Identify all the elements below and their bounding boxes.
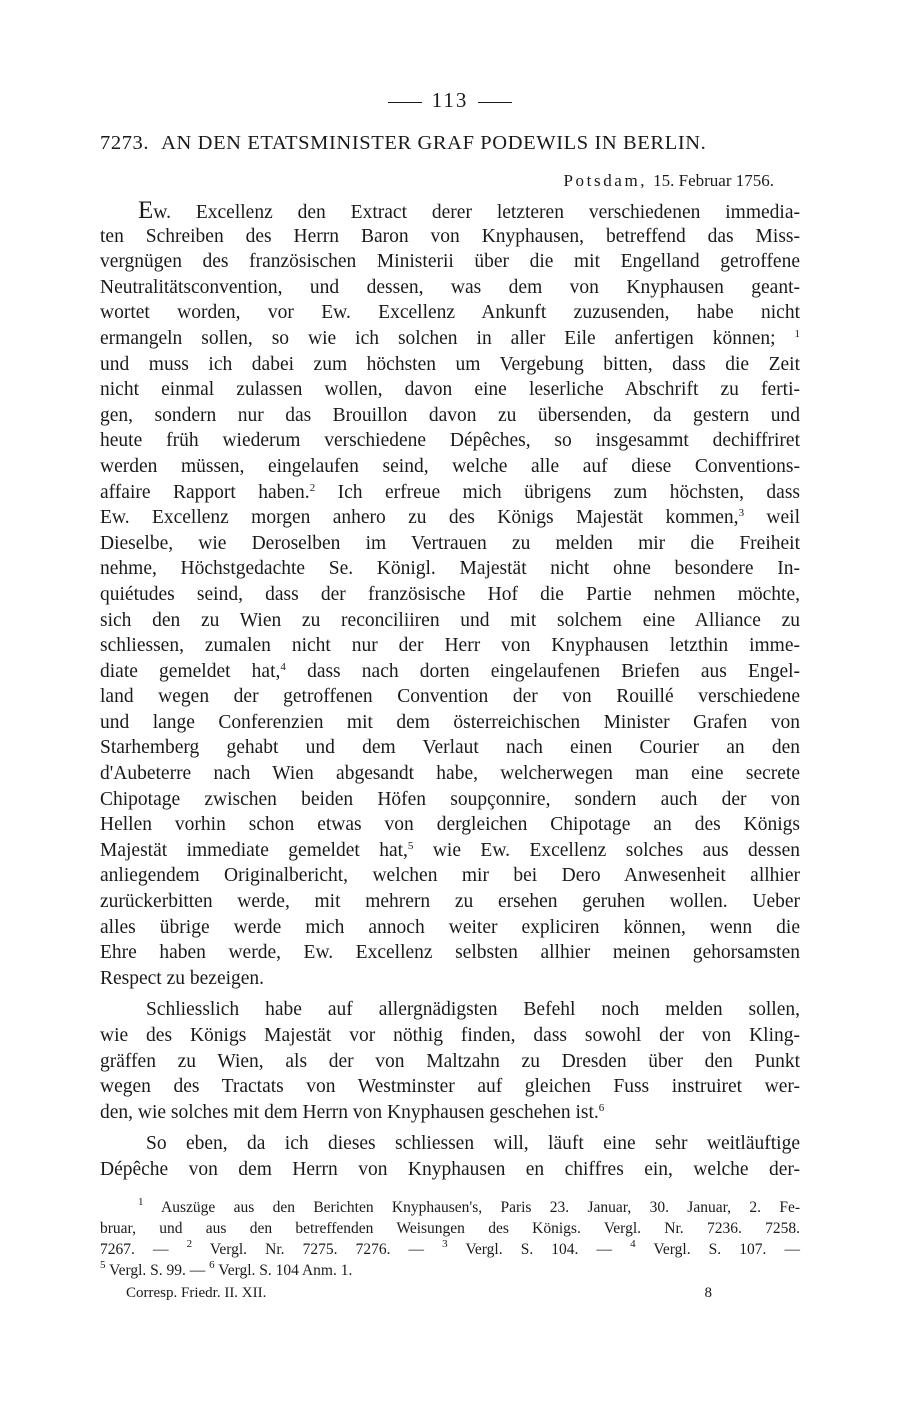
text-line: Dépêche von dem Herrn von Knyphausen en chiffres ein, welche der-: [100, 1158, 800, 1180]
text-line: anliegendem Originalbericht, welchen mir bei Dero Anwesenheit allhier: [100, 865, 800, 887]
text-line: Starhemberg gehabt und dem Verlaut nach einen Courier an den: [100, 737, 800, 759]
text-line: quiétudes seind, dass der französische Hof die Partie nehmen möchte,: [100, 583, 800, 605]
text-line: Chipotage zwischen beiden Höfen soupçonnire, sondern auch der von: [100, 788, 800, 810]
footnote-ref: 6: [598, 1101, 605, 1114]
text-line: wegen des Tractats von Westminster auf gleichen Fuss instruiret wer-: [100, 1076, 800, 1098]
letter-heading: [100, 132, 800, 155]
sheet-number: 8: [704, 1285, 712, 1301]
footnotes: [100, 1197, 800, 1281]
footnote-marker: 5: [100, 1259, 106, 1271]
letter-title: AN DEN ETATSMINISTER GRAF PODEWILS IN BERLIN.: [161, 132, 707, 154]
text-line: und muss ich dabei zum höchsten um Vergebung bitten, dass die Zeit: [100, 353, 800, 375]
dateline-place: Potsdam,: [563, 171, 648, 190]
text-line: nehme, Höchstgedachte Se. Königl. Majestät nicht ohne besondere In-: [100, 558, 800, 580]
text-line: affaire Rapport haben.$^2$ Ich erfreue mich übrigens zum höchsten, dass: [100, 481, 800, 503]
text-line: d'Aubeterre nach Wien abgesandt habe, welcherwegen man eine secrete: [100, 763, 800, 785]
dateline: [564, 171, 775, 191]
text-line: sich den zu Wien zu reconciliiren und mit solchem eine Alliance zu: [100, 609, 800, 631]
footnote-ref: 5: [407, 839, 414, 852]
footnote-line: 7267. — $^2$ Vergl. Nr. 7275. 7276. — $^3$ Vergl. S. 104. — $^4$ Vergl. S. 107. —: [100, 1238, 800, 1258]
text-line: und lange Conferenzien mit dem österreichischen Minister Grafen von: [100, 711, 800, 733]
footnote-marker: 1: [138, 1196, 144, 1208]
footnote-ref: 1: [794, 327, 800, 340]
footnote-line: $^5$ Vergl. S. 99. — $^6$ Vergl. S. 104 Anm. 1.: [100, 1259, 353, 1279]
text-line: werden müssen, eingelaufen seind, welche alle auf diese Conventions-: [100, 455, 800, 477]
text-line: diate gemeldet hat,$^4$ dass nach dorten eingelaufenen Briefen aus Engel-: [100, 660, 801, 682]
text-line: So eben, da ich dieses schliessen will, läuft eine sehr weitläuftige: [146, 1133, 800, 1155]
text-line: Ew. Excellenz den Extract derer letzteren verschiedenen immedia-: [138, 197, 800, 224]
footnote-ref: 3: [738, 507, 745, 520]
source-signature: Corresp. Friedr. II. XII.: [126, 1285, 267, 1301]
signature-line: [126, 1285, 712, 1302]
text-line: Hellen vorhin schon etwas von dergleichen Chipotage an des Königs: [100, 814, 800, 836]
page-number: 113: [431, 88, 469, 112]
text-line: ermangeln sollen, so wie ich solchen in aller Eile anfertigen können; $^1$: [100, 327, 800, 349]
text-line: den, wie solches mit dem Herrn von Knyphausen geschehen ist.$^6$: [100, 1101, 605, 1123]
text-line: zurückerbitten werde, mit mehrern zu ersehen geruhen wollen. Ueber: [100, 891, 800, 913]
letter-number: 7273.: [100, 132, 150, 154]
text-line: Dieselbe, wie Deroselben im Vertrauen zu melden mir die Freiheit: [100, 532, 800, 554]
footnote-marker: 4: [630, 1238, 636, 1250]
footnote-marker: 3: [442, 1238, 448, 1250]
text-line: Neutralitätsconvention, und dessen, was dem von Knyphausen geant-: [100, 276, 800, 298]
text-line: land wegen der getroffenen Convention der von Rouillé verschiedene: [100, 686, 800, 708]
text-line: wie des Königs Majestät vor nöthig finden, dass sowohl der von Kling-: [100, 1025, 800, 1046]
initial-capital: E: [138, 197, 154, 224]
text-line: vergnügen des französischen Ministerii über die mit Engelland getroffene: [100, 251, 800, 273]
text-line: alles übrige werde mich annoch weiter expliciren können, wenn die: [100, 916, 800, 938]
text-line: Majestät immediate gemeldet hat,$^5$ wie Ew. Excellenz solches aus dessen: [100, 839, 800, 861]
footnote-line: $^1$ Auszüge aus den Berichten Knyphausen's, Paris 23. Januar, 30. Januar, 2. Fe-: [138, 1196, 800, 1216]
footnote-marker: 6: [209, 1259, 215, 1271]
text-line: schliessen, zumalen nicht nur der Herr von Knyphausen letzthin imme-: [100, 635, 800, 657]
text-line: Ew. Excellenz morgen anhero zu des Königs Majestät kommen,$^3$ weil: [100, 507, 800, 529]
footnote-ref: 4: [280, 660, 286, 673]
text-line: Schliesslich habe auf allergnädigsten Befehl noch melden sollen,: [146, 999, 800, 1021]
text-line: Respect zu bezeigen.: [100, 967, 265, 989]
footnote-marker: 2: [186, 1238, 193, 1250]
text-line: nicht einmal zulassen wollen, davon eine leserliche Abschrift zu ferti-: [100, 379, 800, 401]
page-number-line: [0, 88, 900, 113]
rule-right: [478, 102, 512, 103]
text-line: ten Schreiben des Herrn Baron von Knyphausen, betreffend das Miss-: [100, 225, 800, 247]
text-line: Ehre haben werde, Ew. Excellenz selbsten allhier meinen gehorsamsten: [100, 942, 800, 964]
text-line: gen, sondern nur das Brouillon davon zu übersenden, da gestern und: [100, 404, 800, 426]
text-line: wortet worden, vor Ew. Excellenz Ankunft zuzusenden, habe nicht: [100, 302, 800, 324]
rule-left: [388, 102, 422, 103]
footnote-line: bruar, und aus den betreffenden Weisungen des Königs. Vergl. Nr. 7236. 7258.: [100, 1220, 800, 1237]
dateline-date: 15. Februar 1756.: [653, 171, 774, 190]
text-line: heute früh wiederum verschiedene Dépêches, so insgesammt dechiffriret: [100, 430, 800, 452]
letter-body: [100, 198, 800, 1183]
text-line: gräffen zu Wien, als der von Maltzahn zu Dresden über den Punkt: [100, 1050, 800, 1072]
footnote-ref: 2: [309, 481, 316, 494]
